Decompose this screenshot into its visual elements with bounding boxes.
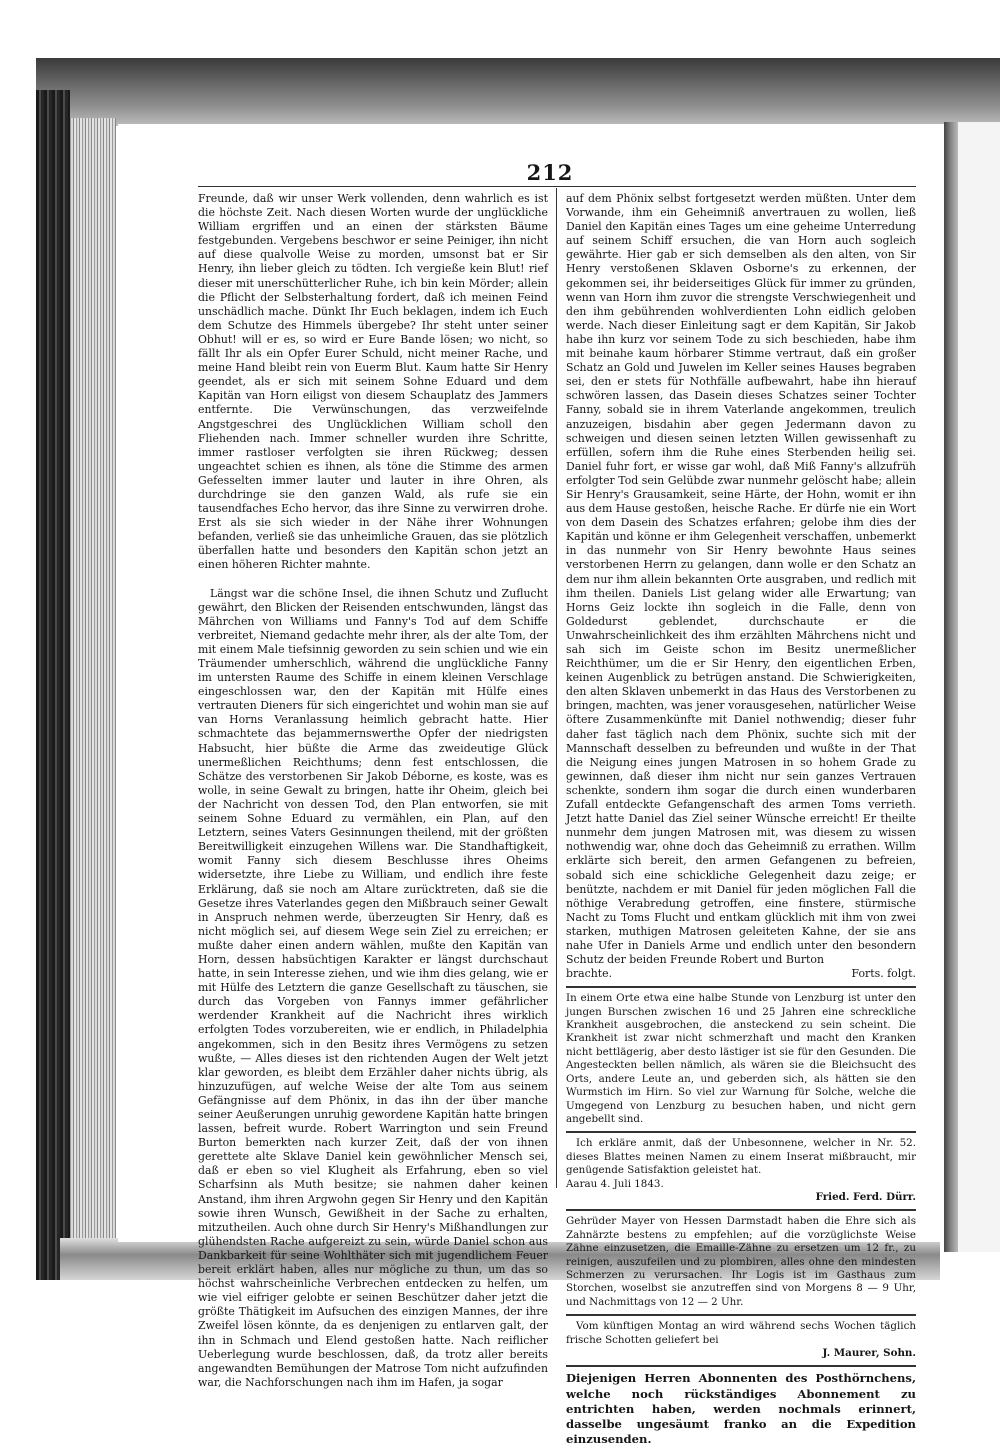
header-rule xyxy=(198,186,916,187)
declaration-place-date: Aarau 4. Juli 1843. xyxy=(566,1177,664,1190)
advertisement-schotten xyxy=(566,1320,916,1360)
column-divider xyxy=(556,188,557,1188)
schotten-text: Vom künftigen Montag an wird während sechs Wochen täglich frische Schotten geliefert bei xyxy=(566,1320,916,1346)
story-paragraph: auf dem Phönix selbst fortgesetzt werden müßten. Unter dem Vorwande, ihm ein Geheimniß anvertrauen zu wollen, ließ Daniel den Kapitän eines Tages um eine geheime Unterredung auf seinem Schiff ersuchen, die van Horn auch sogleich gewährte. Hier gab er sich demselben als den alten, von Sir Henry verstoßenen Sklaven Osborne's zu erkennen, der gekommen sei, ihr beiderseitiges Glück für immer zu gründen, wenn van Horn ihm zuvor die strengste Verschwiegenheit und den ihm gebührenden wohlverdienten Lohn eidlich geloben werde. Nach dieser Einleitung sagt er dem Kapitän, Sir Jakob habe ihn kurz vor seinem Tode zu sich beschieden, habe ihm mit beinahe kaum hörbarer Stimme vertraut, daß ein großer Schatz an Gold und Juwelen im Keller seines Hauses begraben sei, den er stets für Nothfälle aufbewahrt, habe ihn hierauf schwören lassen, das Dasein dieses Schatzes seiner Tochter Fanny, sobald sie in ihrem Vaterlande angekommen, treulich anzuzeigen, bisdahin aber gegen Jedermann davon zu schweigen und diesen seinen letzten Willen gewissenhaft zu erfüllen, sofern ihm die Ruhe eines Sterbenden heilig sei. Daniel fuhr fort, er wisse gar wohl, daß Miß Fanny's allzufrüh erfolgter Tod sein Gelübde zwar nunmehr gelöscht habe; allein Sir Henry's Grausamkeit, seine Härte, der Hohn, womit er ihn aus dem Hause gestoßen, heische Rache. Er dürfe nie ein Wort von dem Dasein des Schatzes erfahren; gelobe ihm dies der Kapitän und könne er ihm Gelegenheit verschaffen, unbemerkt in das nunmehr von Sir Henry bewohnte Haus seines verstorbenen Herrn zu gelangen, dann wolle er den Schatz an dem nur ihm allein bekannten Orte ausgraben, und redlich mit ihm theilen. Daniels List gelang wider alle Erwartung; van Horns Geiz lockte ihn sogleich in die Falle, denn von Goldedurst geblendet, durchschaute er die Unwahrscheinlichkeit des ihm erzählten Mährchens nicht und sah sich im Geiste schon im Besitz unermeßlicher Reichthümer, um die er Sir Henry, den eigentlichen Erben, keinen Augenblick zu betrügen anstand. Die Schwierigkeiten, den alten Sklaven unbemerkt in das Haus des Verstorbenen zu bringen, machten, was jener vorausgesehen, natürlicher Weise öftere Zusammenkünfte mit Daniel nothwendig; dieser fuhr daher fast täglich nach dem Phönix, suchte sich mit der Mannschaft desselben zu befreunden und wußte in der That die Neigung eines jungen Matrosen in so hohem Grade zu gewinnen, daß dieser ihm nicht nur sein ganzes Vertrauen schenkte, sondern ihm sogar die durch einen wunderbaren Zufall entdeckte Gefangenschaft des armen Toms verrieth. Jetzt hatte Daniel das Ziel seiner Wünsche erreicht! Er theilte nunmehr dem jungen Matrosen mit, was diesem zu wissen nothwendig war, ohne doch das Geheimniß zu errathen. Willm erklärte sich bereit, den armen Gefangenen zu befreien, sobald sich eine schickliche Gelegenheit dazu zeige; er benützte, nachdem er mit Daniel für jeden möglichen Fall die nöthige Verabredung getroffen, eine finstere, stürmische Nacht zu Toms Flucht und entkam glücklich mit ihm von zwei starken, muthigen Matrosen geleiteten Kahne, der sie ans nahe Ufer in Daniels Arme und endlich unter den besondern Schutz der beiden Freunde Robert und Burton xyxy=(566,192,916,967)
advertisement-dentist: Gehrüder Mayer von Hessen Darmstadt haben die Ehre sich als Zahnärzte bestens zu empfehlen; auf die vorzüglichste Weise Zähne einzusetzen, die Emaille-Zähne zu ersetzen um 12 fr., zu reinigen, auszufeilen und zu plombiren, alles ohne den mindesten Schmerzen zu verursachen. Ihr Logis ist im Gasthaus zum Storchen, woselbst sie anzutreffen sind von Morgens 8 — 9 Uhr, und Nachmittags von 12 — 2 Uhr. xyxy=(566,1215,916,1308)
continuation-note: Forts. folgt. xyxy=(851,967,916,981)
section-rule xyxy=(566,986,916,988)
right-column xyxy=(566,192,916,1447)
declaration-text: Ich erkläre anmit, daß der Unbesonnene, welcher in Nr. 52. dieses Blattes meinen Namen zu einem Inserat mißbraucht, mir genügende Satisfaktion geleistet hat. xyxy=(566,1137,916,1177)
section-rule xyxy=(566,1131,916,1133)
scan-top-shadow xyxy=(36,58,1000,126)
section-rule xyxy=(566,1314,916,1316)
next-page-strip xyxy=(958,122,1000,1252)
page-stack-gutter xyxy=(70,118,116,1258)
story-paragraph: Längst war die schöne Insel, die ihnen Schutz und Zuflucht gewährt, den Blicken der Reisenden entschwunden, längst das Mährchen von Williams und Fanny's Tod auf dem Schiffe verbreitet, Niemand gedachte mehr ihrer, als der alte Tom, der mit einem Male tiefsinnig geworden zu sein schien und wie ein Träumender umherschlich, während die unglückliche Fanny im untersten Raume des Schiffe in einem kleinen Verschlage eingeschlossen war, den der Kapitän mit Hülfe eines vertrauten Dieners für sich eingerichtet und wohin man sie auf van Horns Veranlassung heimlich gebracht hatte. Hier schmachtete das bejammernswerthe Opfer der niedrigsten Habsucht, hier büßte die Arme das zweideutige Glück unermeßlichen Reichthums; denn fest entschlossen, die Schätze des verstorbenen Sir Jakob Déborne, es koste, was es wolle, in seine Gewalt zu bringen, hatte ihr Oheim, gleich bei der Nachricht von dessen Tod, den Plan entworfen, sie mit seinem Sohne Eduard zu vermählen, ein Plan, auf den Letztern, seines Vaters Gesinnungen theilend, mit der größten Bereitwilligkeit einzugehen Willens war. Die Standhaftigkeit, womit Fanny sich diesem Beschlusse ihres Oheims widersetzte, ihre Liebe zu William, und endlich ihre feste Erklärung, daß sie noch am Altare zurücktreten, daß sie die Gesetze ihres Vaterlandes gegen den Mißbrauch seiner Gewalt in Anspruch nehmen werde, überzeugten Sir Henry, daß es nicht möglich sei, auf diesem Wege sein Ziel zu erreichen; er mußte daher einen andern wählen, mußte den Kapitän van Horn, dessen habsüchtigen Karakter er längst durchschaut hatte, in sein Interesse ziehen, und wie ihm dies gelang, wie er mit Hülfe des Letztern die ganze Gesellschaft zu täuschen, sie durch das Vorgeben von Fannys immer gefährlicher werdender Krankheit auf die Nachricht ihres wirklich erfolgten Todes vorzubereiten, wie er endlich, in Philadelphia angekommen, sich in den Besitz ihres Vermögens zu setzen wußte, — Alles dieses ist den richtenden Augen der Welt jetzt klar geworden, es bleibt dem Erzähler daher nichts übrig, als hinzuzufügen, auf welche Weise der alte Tom aus seinem Gefängnisse auf dem Phönix, in das ihn der über manche seiner Aeußerungen unruhig gewordene Kapitän hatte bringen lassen, befreit wurde. Robert Warrington und sein Freund Burton bemerkten nach kurzer Zeit, daß der von ihnen gerettete alte Sklave Daniel kein gewöhnlicher Mensch sei, daß er eben so viel Klugheit als Erfahrung, eben so viel Scharfsinn als Muth besitze; sie nahmen daher keinen Anstand, ihm ihren Argwohn gegen Sir Henry und den Kapitän sowie ihren Wunsch, Gewißheit in der Sache zu erhalten, mitzutheilen. Auch ohne durch Sir Henry's Mißhandlungen zur glühendsten Rache aufgereizt zu sein, würde Daniel schon aus Dankbarkeit für seine Wohlthäter sich mit jugendlichem Feuer bereit erklärt haben, alles nur mögliche zu thun, um das so höchst wahrscheinliche Verbrechen entdecken zu helfen, um wie viel eifriger gelobte er seinen Beschützer daher jetzt die größte Thätigkeit im Aufsuchen des einzigen Mannes, der ihre Zweifel lösen könnte, da es denjenigen zu entlarven galt, der ihn in Schmach und Elend gestoßen hatte. Nach reiflicher Ueberlegung wurde beschlossen, daß, da trotz aller bereits angewandten Bemühungen der Matrose Tom nicht aufzufinden war, die Nachforschungen nach ihm im Hafen, ja sogar xyxy=(198,586,548,1389)
section-rule xyxy=(566,1365,916,1367)
declaration-signature: Fried. Ferd. Dürr. xyxy=(815,1190,916,1203)
page-number: 212 xyxy=(526,160,574,185)
story-paragraph: Freunde, daß wir unser Werk vollenden, denn wahrlich es ist die höchste Zeit. Nach diesen Worten wurde der unglückliche William ergriffen und an einen der stärksten Bäume festgebunden. Vergebens beschwor er seine Peiniger, ihn nicht auf diese qualvolle Weise zu morden, umsonst bat er Sir Henry, ihn lieber gleich zu tödten. Ich vergieße kein Blut! rief dieser mit unerschütterlicher Ruhe, ich bin kein Mörder; allein die Pflicht der Selbsterhaltung fordert, daß ich meinen Feind unschädlich mache. Dünkt Ihr Euch beklagen, indem ich Euch dem Schutze des Himmels übergebe? Ihr steht unter seiner Obhut! will er es, so wird er Eure Bande lösen; wo nicht, so fällt Ihr als ein Opfer Eurer Schuld, nicht meiner Rache, und meine Hand bleibt rein von Euerm Blut. Kaum hatte Sir Henry geendet, als er sich mit seinem Sohne Eduard und dem Kapitän van Horn eiligst von diesem Schauplatz des Jammers entfernte. Die Verwünschungen, das verzweifelnde Angstgeschrei des Unglücklichen William scholl den Fliehenden nach. Immer schneller wurden ihre Schritte, immer rastloser verfolgten sie ihren Rückweg; dessen ungeachtet schien es ihnen, als töne die Stimme des armen Gefesselten immer lauter und lauter in ihre Ohren, als durchdringe sie den ganzen Wald, als rufe sie ein tausendfaches Echo hervor, das ihre Sinne zu verwirren drohe. Erst als sie sich wieder in der Nähe ihrer Wohnungen befanden, verließ sie das unheimliche Grauen, das sie plötzlich überfallen hatte und besonders den Kapitän schon jetzt an einen höheren Richter mahnte. xyxy=(198,192,548,572)
advertisement-subscribers: Diejenigen Herren Abonnenten des Posthörnchens, welche noch rückständiges Abonnement zu entrichten haben, werden nochmals erinnert, dasselbe ungesäumt franko an die Expedition einzusenden. xyxy=(566,1371,916,1447)
schotten-signature: J. Maurer, Sohn. xyxy=(822,1347,916,1359)
advertisement-illness: In einem Orte etwa eine halbe Stunde von Lenzburg ist unter den jungen Burschen zwischen 16 und 25 Jahren eine schreckliche Krankheit ausgebrochen, die ansteckend zu sein scheint. Die Krankheit ist zwar nicht schmerzhaft und macht den Kranken nicht bettlägerig, aber desto lästiger ist sie für den Gesunden. Die Angesteckten bellen nämlich, als wären sie die Bleichsucht des Orts, andere Leute an, und geberden sich, als hätten sie den Wurmstich im Hirn. So viel zur Warnung für Solche, welche die Umgegend von Lenzburg zu besuchen haben, und nicht gern angebellt sind. xyxy=(566,992,916,1125)
advertisement-declaration xyxy=(566,1137,916,1204)
left-column xyxy=(198,192,548,1390)
book-spine-edge xyxy=(36,90,70,1280)
story-end-word: brachte. xyxy=(566,967,613,981)
story-continuation-line xyxy=(566,967,916,981)
section-rule xyxy=(566,1209,916,1211)
scan-right-edge xyxy=(944,122,958,1252)
